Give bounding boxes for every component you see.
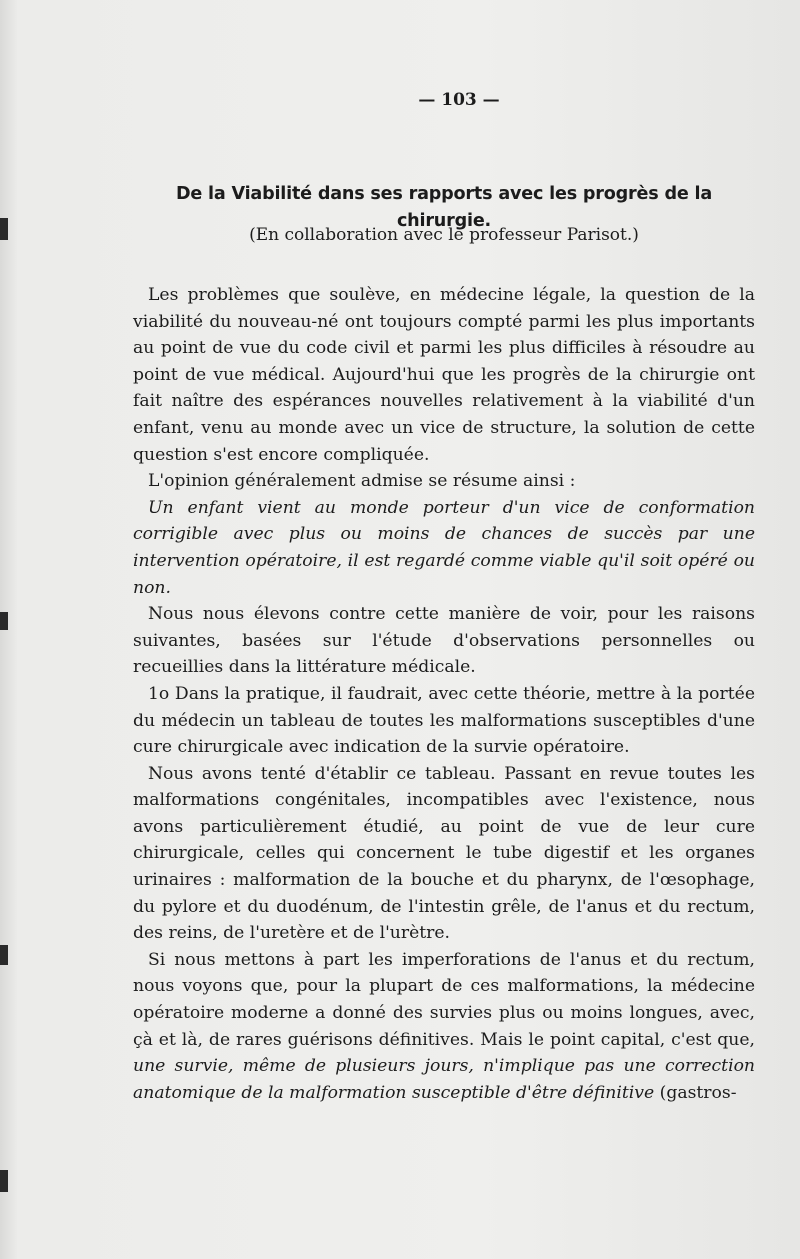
article-title: De la Viabilité dans ses rapports avec les progrès de la chirurgie. xyxy=(175,184,713,231)
paragraph: Nous avons tenté d'établir ce tableau. Passant en revue toutes les malformations congénitales, incompatibles avec l'existence, nous avons particulièrement étudié, au point de vue de leur cure chirurgicale, celles qui concernent le tube digestif et les organes urinaires : malformation de la bouche et du pharynx, de l'œsophage, du pylore et du duodénum, de l'intestin grêle, de l'anus et du rectum, des reins, de l'uretère et de l'urètre. xyxy=(133,763,755,944)
paragraph: Les problèmes que soulève, en médecine légale, la question de la viabilité du nouveau-né ont toujours compté parmi les plus importants au point de vue du code civil et parmi les plus difficiles à résoudre au point de vue médical. Aujourd'hui que les progrès de la chirurgie ont fait naître des espérances nouvelles relativement à la viabilité d'un enfant, venu au monde avec un vice de structure, la solution de cette question s'est encore compliquée. xyxy=(133,285,755,465)
paragraph-text: (gastros- xyxy=(659,1082,737,1103)
paragraph: Nous nous élevons contre cette manière de voir, pour les raisons suivantes, basées sur l'étude d'observations personnelles ou recueillies dans la littérature médicale. xyxy=(133,604,755,678)
binding-mark xyxy=(0,945,8,965)
paragraph: L'opinion généralement admise se résume ainsi : xyxy=(148,471,576,492)
binding-mark xyxy=(0,612,8,630)
paragraph-last xyxy=(133,947,755,1107)
article-subtitle: (En collaboration avec le professeur Parisot.) xyxy=(249,225,639,245)
paragraph-italic-quote: Un enfant vient au monde porteur d'un vice de conformation corrigible avec plus ou moins de chances de succès par une intervention opératoire, il est regardé comme viable qu'il soit opéré ou non. xyxy=(133,497,755,598)
article-body xyxy=(133,282,755,1106)
page-number: — 103 — xyxy=(418,90,500,110)
paragraph: 1o Dans la pratique, il faudrait, avec cette théorie, mettre à la portée du médecin un tableau de toutes les malformations susceptibles d'une cure chirurgicale avec indication de la survie opératoire. xyxy=(133,683,755,758)
binding-mark xyxy=(0,1170,8,1192)
paragraph-italic-text: une survie, même de plusieurs jours, n'implique pas une correction anatomique de la malformation susceptible d'être définitive xyxy=(133,1056,755,1103)
paragraph-text: Si nous mettons à part les imperforations de l'anus et du rectum, nous voyons que, pour la plupart de ces malformations, la médecine opératoire moderne a donné des survies plus ou moins longues, avec, çà et là, de rares guérisons définitives. Mais le point capital, c'est que, xyxy=(133,949,755,1050)
binding-mark xyxy=(0,218,8,240)
